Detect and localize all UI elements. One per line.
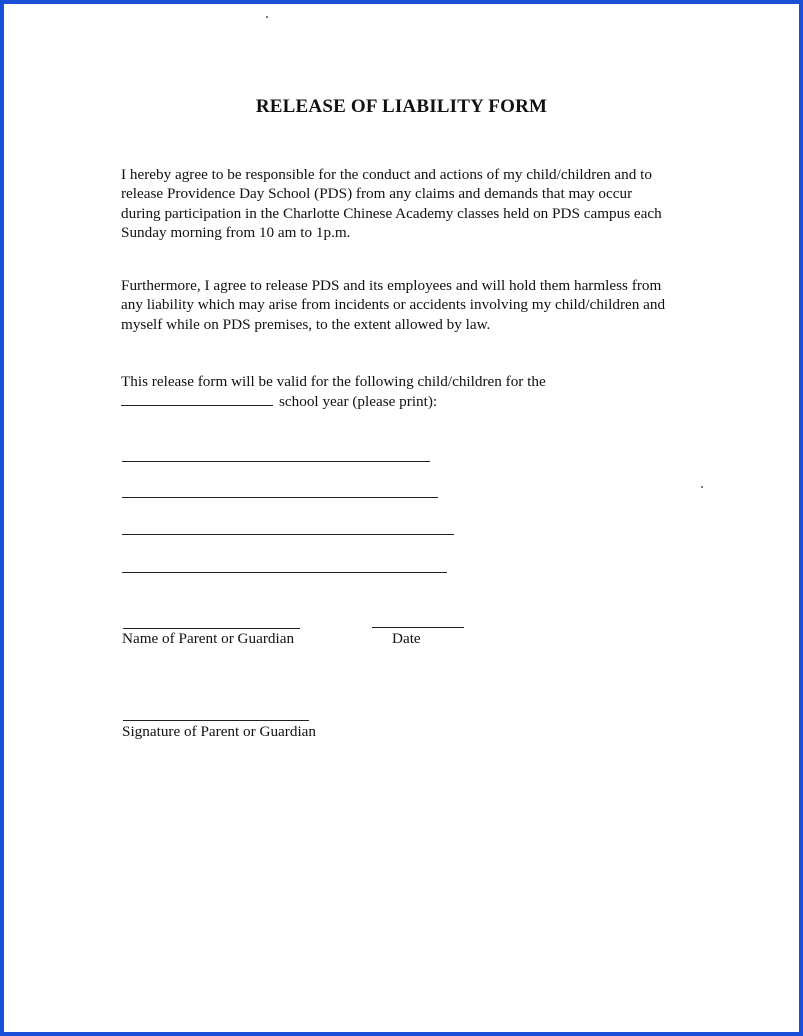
paragraph-line: during participation in the Charlotte Chinese Academy classes held on PDS campus each bbox=[121, 204, 662, 222]
signature-caption: Signature of Parent or Guardian bbox=[122, 723, 317, 740]
paragraph-line: myself while on PDS premises, to the extent allowed by law. bbox=[121, 315, 491, 333]
parent-name-caption: Name of Parent or Guardian bbox=[122, 630, 295, 647]
paragraph-line: release Providence Day School (PDS) from any claims and demands that may occur bbox=[121, 185, 633, 203]
scan-speck bbox=[701, 486, 703, 488]
child-name-field[interactable] bbox=[122, 572, 447, 573]
signature-field[interactable] bbox=[123, 720, 309, 721]
child-name-field[interactable] bbox=[122, 534, 454, 535]
release-paragraph bbox=[121, 276, 681, 334]
school-year-field[interactable] bbox=[121, 391, 273, 406]
paragraph-line: Furthermore, I agree to release PDS and its employees and will hold them harmless from bbox=[121, 277, 662, 294]
child-name-field[interactable] bbox=[122, 461, 430, 462]
date-field[interactable] bbox=[372, 627, 464, 628]
paragraph-line: This release form will be valid for the following child/children for the bbox=[121, 373, 546, 390]
school-year-label: school year (please print): bbox=[279, 393, 438, 411]
validity-paragraph bbox=[121, 372, 681, 412]
form-title: RELEASE OF LIABILITY FORM bbox=[255, 96, 548, 117]
scan-speck bbox=[266, 16, 268, 18]
responsibility-paragraph bbox=[121, 165, 681, 243]
school-year-line bbox=[121, 391, 681, 411]
paragraph-line: any liability which may arise from incidents or accidents involving my child/children and bbox=[121, 296, 666, 314]
child-name-field[interactable] bbox=[122, 497, 438, 498]
paragraph-line: Sunday morning from 10 am to 1p.m. bbox=[121, 224, 351, 242]
date-caption: Date bbox=[392, 630, 421, 647]
parent-name-field[interactable] bbox=[123, 628, 300, 629]
paragraph-line: I hereby agree to be responsible for the conduct and actions of my child/children and to bbox=[121, 166, 652, 183]
